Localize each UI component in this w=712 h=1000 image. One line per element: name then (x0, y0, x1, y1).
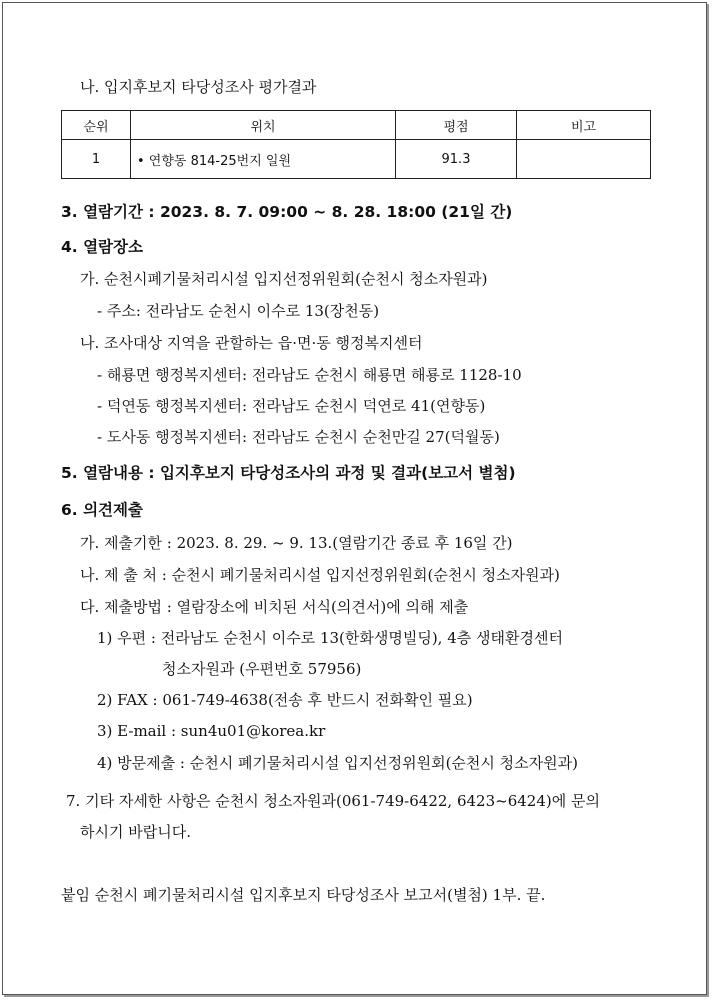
method-mail: 1) 우편 : 전라남도 순천시 이수로 13(한화생명빌딩), 4층 생태환경센터 (97, 629, 563, 647)
cell-location: • 연향동 814-25번지 일원 (131, 140, 396, 179)
center-deokyeon: - 덕연동 행정복지센터: 전라남도 순천시 덕연로 41(연향동) (97, 397, 486, 415)
method-email: 3) E-mail : sun4u01@korea.kr (97, 722, 326, 740)
cell-rank: 1 (62, 140, 131, 179)
section-3-viewing-period: 3. 열람기간 : 2023. 8. 7. 09:00 ~ 8. 28. 18:00 (21일 간) (61, 203, 513, 221)
section-6-heading: 6. 의견제출 (61, 501, 143, 519)
section-6-method: 다. 제출방법 : 열람장소에 비치된 서식(의견서)에 의해 제출 (80, 598, 469, 616)
header-location: 위치 (131, 111, 396, 140)
section-6-destination: 나. 제 출 처 : 순천시 폐기물처리시설 입지선정위원회(순천시 청소자원과) (80, 566, 560, 584)
section-4-address: - 주소: 전라남도 순천시 이수로 13(장천동) (97, 302, 380, 320)
header-score: 평점 (396, 111, 517, 140)
method-visit: 4) 방문제출 : 순천시 폐기물처리시설 입지선정위원회(순천시 청소자원과) (97, 754, 578, 772)
center-dosa: - 도사동 행정복지센터: 전라남도 순천시 순천만길 27(덕월동) (97, 428, 500, 446)
section-7-line2: 하시기 바랍니다. (80, 823, 191, 841)
method-fax: 2) FAX : 061-749-4638(전송 후 반드시 전화확인 필요) (97, 691, 473, 709)
section-na-heading: 나. 입지후보지 타당성조사 평가결과 (80, 78, 317, 96)
header-note: 비고 (517, 111, 651, 140)
evaluation-table (61, 110, 651, 179)
section-7-line1: 7. 기타 자세한 사항은 순천시 청소자원과(061-749-6422, 6423~6424)에 문의 (66, 792, 600, 810)
section-6-deadline: 가. 제출기한 : 2023. 8. 29. ~ 9. 13.(열람기간 종료 후 16일 간) (80, 534, 513, 552)
center-haeryong: - 해룡면 행정복지센터: 전라남도 순천시 해룡면 해룡로 1128-10 (97, 366, 522, 384)
section-4-ga: 가. 순천시폐기물처리시설 입지선정위원회(순천시 청소자원과) (80, 270, 488, 288)
section-4-heading: 4. 열람장소 (61, 238, 143, 256)
cell-score: 91.3 (396, 140, 517, 179)
header-rank: 순위 (62, 111, 131, 140)
cell-note (517, 140, 651, 179)
section-4-na: 나. 조사대상 지역을 관할하는 읍·면·동 행정복지센터 (80, 334, 423, 352)
table-row (62, 140, 651, 179)
section-5-contents: 5. 열람내용 : 입지후보지 타당성조사의 과정 및 결과(보고서 별첨) (61, 464, 516, 482)
method-mail-cont: 청소자원과 (우편번호 57956) (162, 660, 362, 678)
attachment-line: 붙임 순천시 폐기물처리시설 입지후보지 타당성조사 보고서(별첨) 1부. 끝. (61, 886, 546, 904)
table-header-row (62, 111, 651, 140)
